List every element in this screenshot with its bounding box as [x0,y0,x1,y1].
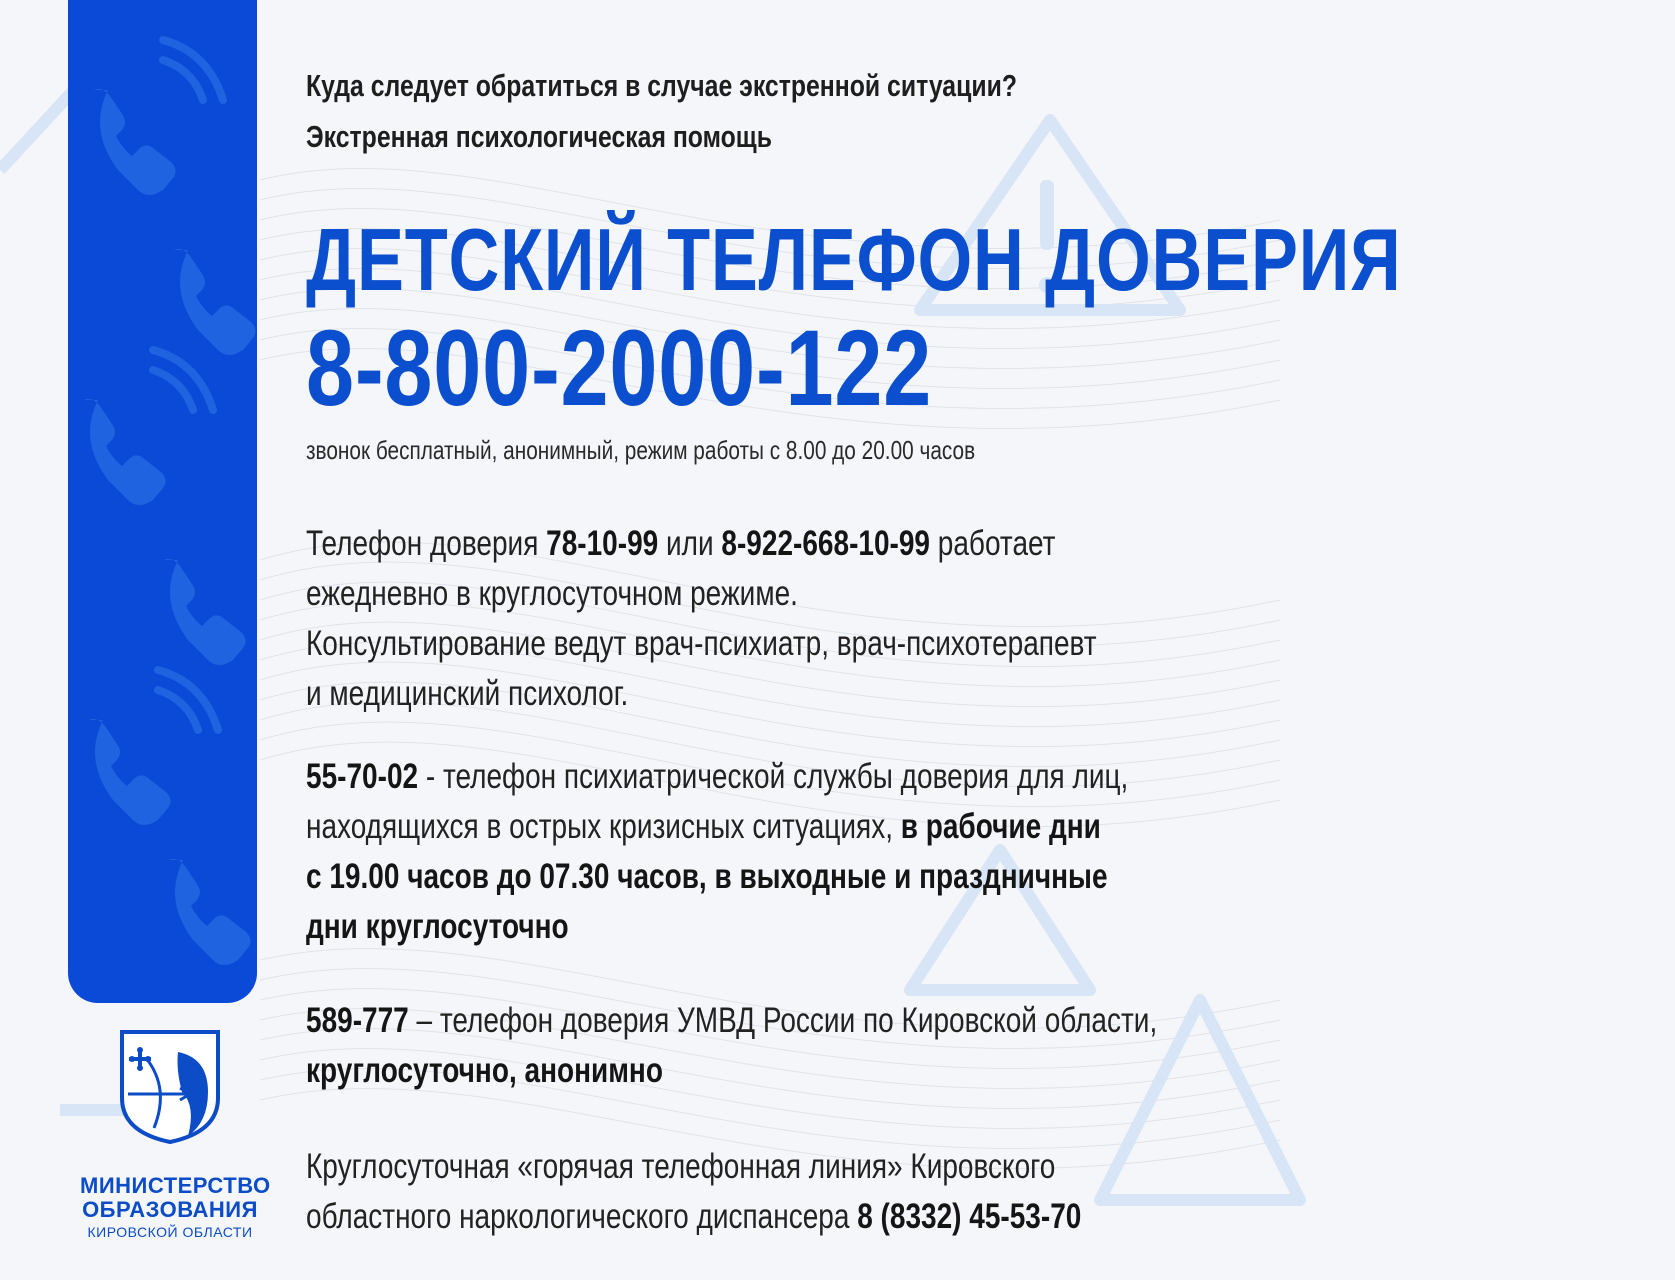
intro-line-2: Экстренная психологическая помощь [306,119,772,154]
coat-of-arms-icon [118,1028,222,1146]
police-line-2-text: круглосуточно, анонимно [306,1051,663,1090]
trust-phone-line-4: и медицинский психолог. [306,674,629,713]
narcology-number[interactable]: 8 (8332) 45-53-70 [857,1197,1082,1236]
trust-phone-number-2[interactable]: 8-922-668-10-99 [721,524,931,563]
phone-pattern [68,0,257,1003]
psychiatric-line-3 [306,852,1128,902]
intro-heading [306,60,1195,162]
trust-phone-line-2: ежедневно в круглосуточном режиме. [306,574,798,613]
phone-icon [169,859,251,965]
headline-text: ДЕТСКИЙ ТЕЛЕФОН ДОВЕРИЯ [306,210,1402,309]
trust-phone-prefix: Телефон доверия [306,524,547,563]
hotline-note-text: звонок бесплатный, анонимный, режим работы с 8.00 до 20.00 часов [306,435,976,465]
psychiatric-line-2 [306,802,1128,852]
psychiatric-line-1 [306,752,1128,802]
psychiatric-line-2-bold: в рабочие дни [900,807,1101,846]
psychiatric-line-2-plain: находящихся в острых кризисных ситуациях, [306,807,901,846]
narcology-line-block [306,1142,1275,1242]
trust-phone-line-3: Консультирование ведут врач-психиатр, врач-психотерапевт [306,624,1097,663]
trust-phone-block [306,519,1294,719]
police-line-block [306,996,1370,1096]
psychiatric-number[interactable]: 55-70-02 [306,757,419,796]
phone-icon [89,719,171,825]
phone-icon [94,89,176,195]
org-name-line-2: ОБРАЗОВАНИЯ [82,1197,258,1222]
police-number[interactable]: 589-777 [306,1001,409,1040]
trust-phone-or: или [658,524,722,563]
trust-phone-number-1[interactable]: 78-10-99 [546,524,659,563]
psychiatric-line-4-text: дни круглосуточно [306,907,569,946]
page-title [306,210,1675,309]
trust-phone-line-1 [306,519,1097,569]
psychiatric-service-block [306,752,1334,952]
narcology-line-2-plain: областного наркологического диспансера [306,1197,858,1236]
hotline-number[interactable] [306,307,1089,428]
narcology-line-2 [306,1192,1081,1242]
phone-icon [84,399,166,505]
hotline-number-text: 8-800-2000-122 [306,307,933,428]
hotline-note [306,433,1142,467]
decorative-stripe [68,0,257,1003]
police-line-2 [306,1046,1157,1096]
psychiatric-line-1-rest: - телефон психиатрической службы доверия для лиц, [418,757,1129,796]
psychiatric-line-3-text: с 19.00 часов до 07.30 часов, в выходные и праздничные [306,857,1108,896]
org-region: КИРОВСКОЙ ОБЛАСТИ [87,1224,253,1240]
police-line-1-rest: – телефон доверия УМВД России по Кировской области, [408,1001,1158,1040]
intro-line-1: Куда следует обратиться в случае экстренной ситуации? [306,68,1017,103]
org-name-line-1: МИНИСТЕРСТВО [80,1173,271,1198]
narcology-line-1: Круглосуточная «горячая телефонная линия» Кировского [306,1147,1056,1186]
psychiatric-line-4 [306,902,1128,952]
police-line-1 [306,996,1157,1046]
phone-icon [174,249,256,355]
trust-phone-suffix: работает [930,524,1056,563]
phone-icon [164,559,246,665]
